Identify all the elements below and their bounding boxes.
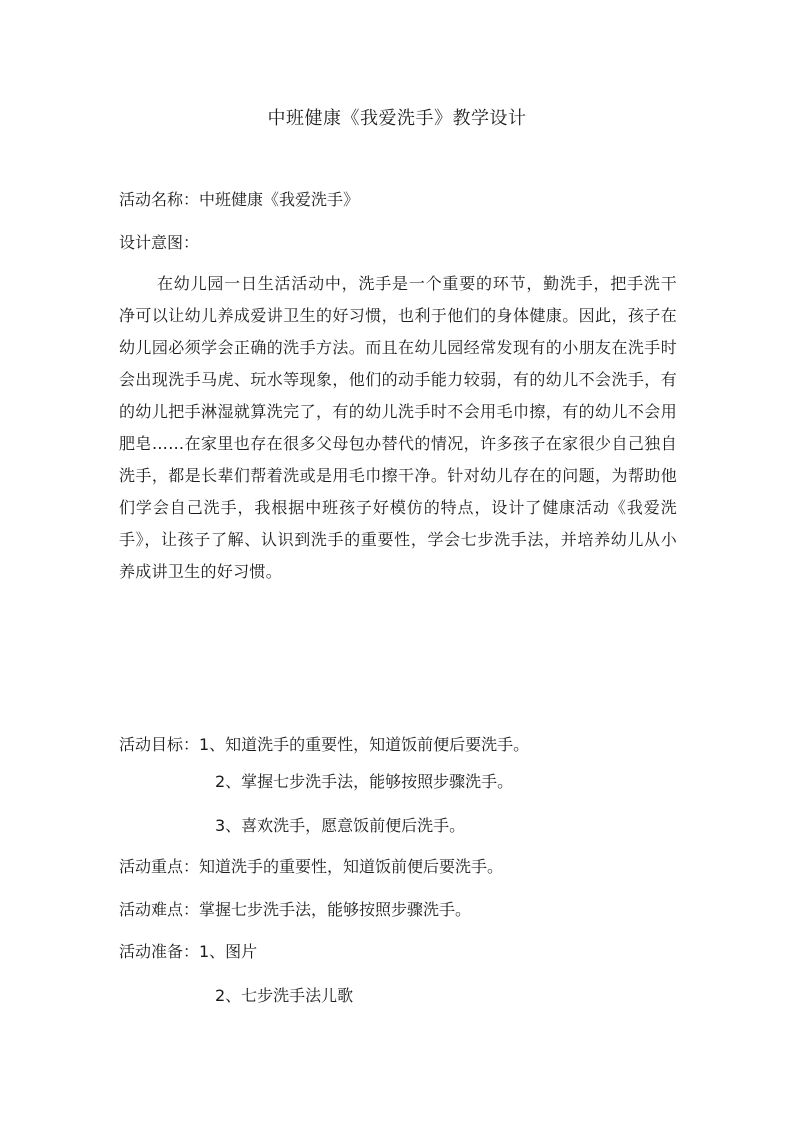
activity-preparation-2: 2、七步洗手法儿歌 [215,986,354,1005]
activity-goal-2: 2、掌握七步洗手法，能够按照步骤洗手。 [215,772,514,791]
activity-difficulty: 活动难点：掌握七步洗手法，能够按照步骤洗手。 [119,900,472,919]
activity-preparation-1: 活动准备：1、图片 [119,942,258,961]
activity-key-point: 活动重点：知道洗手的重要性，知道饭前便后要洗手。 [119,857,504,876]
design-intent-paragraph: 在幼儿园一日生活活动中，洗手是一个重要的环节，勤洗手，把手洗干净可以让幼儿养成爱讲卫生的好习惯，也利于他们的身体健康。因此，孩子在幼儿园必须学会正确的洗手方法。而且在幼儿园经常发现有的小朋友在洗手时会出现洗手马虎、玩水等现象，他们的动手能力较弱，有的幼儿不会洗手，有的幼儿把手淋湿就算洗完了，有的幼儿洗手时不会用毛巾擦，有的幼儿不会用肥皂……在家里也存在很多父母包办替代的情况，许多孩子在家很少自己独自洗手，都是长辈们帮着洗或是用毛巾擦干净。针对幼儿存在的问题，为帮助他们学会自己洗手，我根据中班孩子好模仿的特点，设计了健康活动《我爱洗手》，让孩子了解、认识到洗手的重要性，学会七步洗手法，并培养幼儿从小养成讲卫生的好习惯。 [119,274,677,581]
activity-goal-1: 活动目标：1、知道洗手的重要性，知道饭前便后要洗手。 [119,735,530,754]
page-title: 中班健康《我爱洗手》教学设计 [267,108,527,129]
design-intent-label: 设计意图： [119,233,200,252]
activity-name: 活动名称：中班健康《我爱洗手》 [119,190,360,209]
activity-goal-3: 3、喜欢洗手，愿意饭前便后洗手。 [215,816,466,835]
